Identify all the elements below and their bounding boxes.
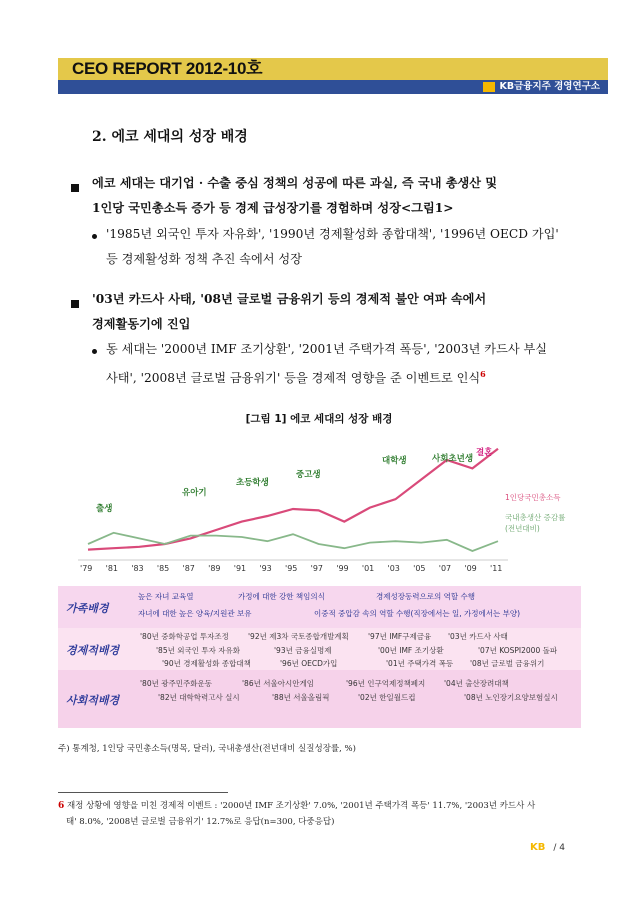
band-item: 경제성장동력으로의 역할 수행 xyxy=(376,592,475,601)
square-bullet-icon xyxy=(71,300,79,308)
page-number: / 4 xyxy=(553,842,565,853)
economic-band xyxy=(58,628,581,670)
figure xyxy=(58,436,581,728)
x-tick-label: '85 xyxy=(156,564,170,573)
band-item: 높은 자녀 교육열 xyxy=(138,592,194,601)
paragraph-1-sub-line-1: '1985년 외국인 투자 자유화', '1990년 경제활성화 종합대책', '1996년 OECD 가입' xyxy=(106,227,559,241)
x-tick-label: '97 xyxy=(310,564,324,573)
band-item: '01년 주택가격 폭등 xyxy=(386,659,454,668)
band-item: '08년 노인장기요양보험실시 xyxy=(464,693,558,702)
economic-label: 경제적배경 xyxy=(66,644,120,657)
band-item: '96년 인구억제정책폐지 xyxy=(346,679,426,688)
family-band xyxy=(58,586,581,628)
band-item: 가정에 대한 강한 책임의식 xyxy=(238,592,325,601)
paragraph-1-sub-line-2: 등 경제활성화 정책 추진 속에서 성장 xyxy=(106,252,302,266)
footnote-ref[interactable]: 6 xyxy=(480,369,486,379)
chart-area xyxy=(58,436,581,586)
x-tick-label: '99 xyxy=(336,564,349,573)
life-stage-label: 유아기 xyxy=(182,488,207,498)
band-item: '85년 외국인 투자 자유화 xyxy=(156,646,240,655)
family-label: 가족배경 xyxy=(66,602,109,615)
band-item: '96년 OECD가입 xyxy=(280,659,338,668)
x-tick-label: '01 xyxy=(361,564,375,573)
paragraph-2-line-1: '03년 카드사 사태, '08년 글로벌 금융위기 등의 경제적 불안 여파 속에서 xyxy=(92,292,487,306)
header-banner xyxy=(58,58,608,94)
round-bullet-icon xyxy=(92,349,97,354)
footnote-divider xyxy=(58,792,228,793)
paragraph-1-line-2: 1인당 국민총소득 증가 등 경제 급성장기를 경험하며 성장<그림1> xyxy=(92,201,454,215)
life-stage-label: 결혼 xyxy=(476,448,493,458)
x-tick-label: '89 xyxy=(208,564,221,573)
x-tick-label: '87 xyxy=(182,564,195,573)
x-tick-label: '81 xyxy=(105,564,119,573)
band-item: '86년 서울아시안게임 xyxy=(242,679,314,688)
paragraph-2-line-2: 경제활동기에 진입 xyxy=(92,317,191,331)
band-item: '93년 금융실명제 xyxy=(274,646,332,655)
background-bands xyxy=(58,586,581,728)
footnote xyxy=(58,798,593,830)
band-item: '82년 대학학력고사 실시 xyxy=(158,693,240,702)
band-item: '90년 경제활성화 종합대책 xyxy=(162,659,251,668)
paragraph-2-sub-line-2: 사태', '2008년 글로벌 금융위기' 등을 경제적 영향을 준 이벤트로 인식 xyxy=(106,371,481,386)
paragraph-2-sub-line-1: 동 세대는 '2000년 IMF 조기상환', '2001년 주택가격 폭등', '2003년 카드사 부실 xyxy=(106,342,548,356)
footnote-line-1: 재정 상황에 영향을 미친 경제적 이벤트 : '2000년 IMF 조기상환' 7.0%, '2001년 주택가격 폭등' 11.7%, '2003년 카드사 사 xyxy=(66,801,536,811)
life-stage-label: 대학생 xyxy=(382,456,407,466)
x-tick-label: '79 xyxy=(80,564,93,573)
kb-logo-icon xyxy=(483,82,495,92)
social-band xyxy=(58,670,581,728)
square-bullet-icon xyxy=(71,184,79,192)
paragraph-2 xyxy=(92,287,592,337)
band-item: '80년 광주민주화운동 xyxy=(140,679,212,688)
figure-caption: [그림 1] 에코 세대의 성장 배경 xyxy=(245,413,393,425)
x-tick-label: '91 xyxy=(233,564,247,573)
kb-footer-logo-text: KB xyxy=(530,842,546,853)
paragraph-1-sub xyxy=(106,222,596,272)
legend-gni: 1인당국민총소득 xyxy=(505,493,561,502)
band-item: '88년 서울올림픽 xyxy=(272,693,330,702)
page-footer xyxy=(530,842,565,853)
paragraph-1-line-1: 에코 세대는 대기업 · 수출 중심 정책의 성공에 따른 과실, 즉 국내 총생산 및 xyxy=(92,176,498,190)
band-item: 자녀에 대한 높은 양육/지원관 보유 xyxy=(138,609,252,618)
report-title: CEO REPORT 2012-10호 xyxy=(72,59,263,78)
band-item: '97년 IMF구제금융 xyxy=(368,632,432,641)
x-tick-label: '83 xyxy=(131,564,144,573)
band-item: '04년 출산장려대책 xyxy=(444,679,509,688)
series-line-gdp xyxy=(88,533,498,551)
band-item: '80년 중화학공업 투자조정 xyxy=(140,632,229,641)
band-item: '92년 제3차 국토종합개발계획 xyxy=(248,632,349,641)
section-title: 2. 에코 세대의 성장 배경 xyxy=(92,129,248,145)
footnote-number: 6 xyxy=(58,801,65,811)
paragraph-1 xyxy=(92,171,592,221)
band-item: '07년 KOSPI2000 돌파 xyxy=(478,646,558,655)
x-tick-label: '09 xyxy=(464,564,477,573)
footnote-line-2: 태' 8.0%, '2008년 글로벌 금융위기' 12.7%로 응답(n=300, 다중응답) xyxy=(66,817,335,827)
life-stage-label: 초등학생 xyxy=(236,478,269,488)
round-bullet-icon xyxy=(92,234,97,239)
legend-gdp: 국내총생산 증감률 xyxy=(505,513,566,522)
x-tick-label: '03 xyxy=(387,564,400,573)
life-stage-label: 사회초년생 xyxy=(432,454,474,464)
life-stage-label: 출생 xyxy=(96,504,113,514)
brand-label: KB금융지주 경영연구소 xyxy=(499,81,600,92)
paragraph-2-sub xyxy=(106,337,596,391)
band-item: '03년 카드사 사태 xyxy=(448,632,508,641)
band-item: '08년 글로벌 금융위기 xyxy=(470,659,545,668)
brand xyxy=(483,81,600,93)
x-tick-label: '11 xyxy=(490,564,503,573)
x-tick-label: '93 xyxy=(259,564,272,573)
x-tick-label: '05 xyxy=(413,564,426,573)
social-label: 사회적배경 xyxy=(66,694,120,707)
band-item: '00년 IMF 조기상환 xyxy=(378,646,444,655)
x-tick-label: '95 xyxy=(285,564,298,573)
band-item: 이중적 중압감 속의 역할 수행(직장에서는 일, 가정에서는 부양) xyxy=(314,609,521,618)
x-tick-label: '07 xyxy=(438,564,452,573)
band-item: '02년 한일월드컵 xyxy=(358,693,416,702)
life-stage-label: 중고생 xyxy=(296,470,321,480)
source-note: 주) 통계청, 1인당 국민총소득(명목, 달러), 국내총생산(전년대비 실질성장률, %) xyxy=(58,744,356,754)
kb-footer-logo xyxy=(530,842,545,853)
legend-gdp-unit: (전년대비) xyxy=(505,524,540,533)
